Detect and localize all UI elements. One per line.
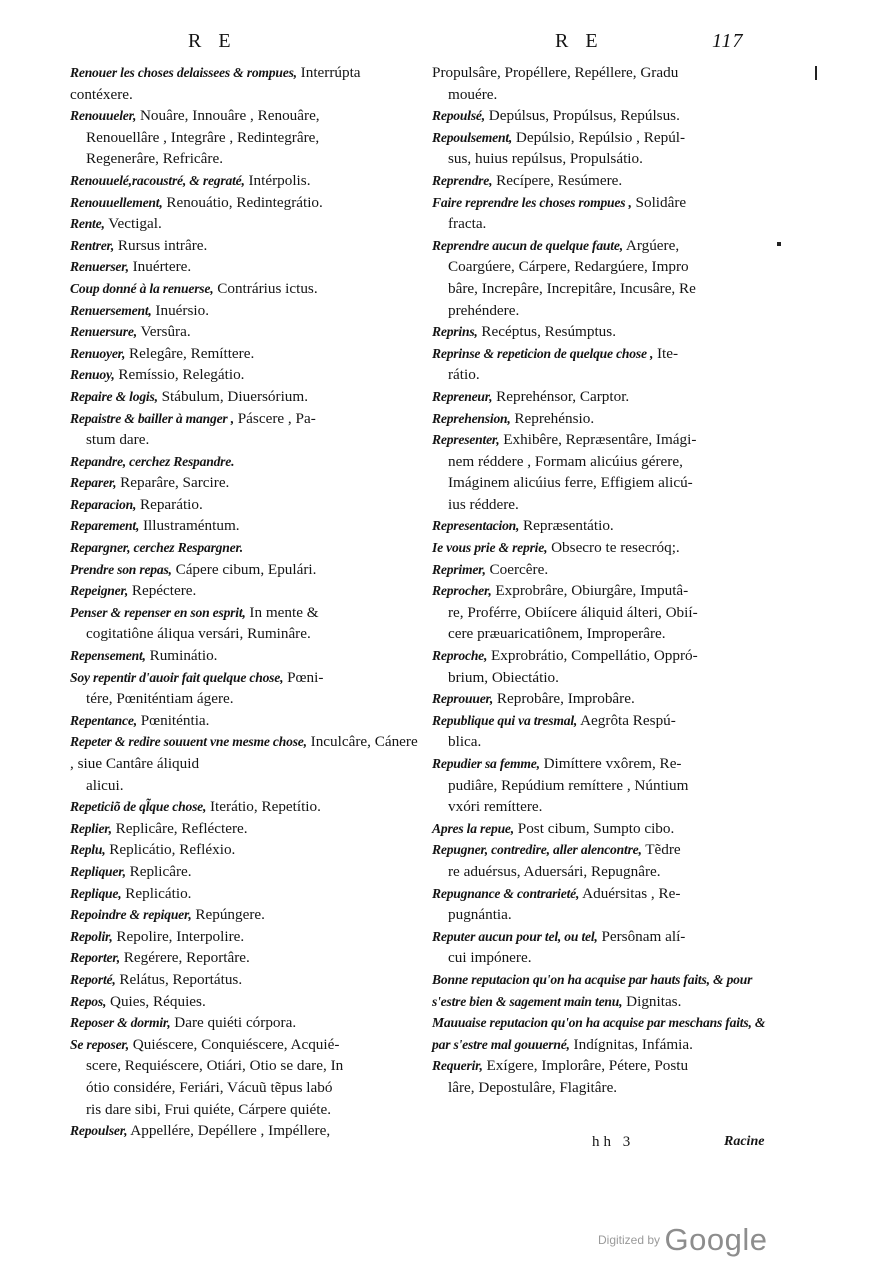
entry-gloss-line: Inuértere. [132, 258, 192, 276]
entry-gloss-line: tére, Pœniténtiam ágere. [86, 690, 234, 708]
watermark-prefix: Digitized by [598, 1233, 661, 1247]
entry-gloss-line: Reparâre, Sarcire. [120, 474, 230, 492]
dictionary-entry [432, 192, 777, 235]
entry-gloss-line: Coargúere, Cárpere, Redargúere, Impro [448, 258, 689, 276]
dictionary-entry [432, 537, 777, 559]
entry-headword: Repudier sa femme, [432, 756, 540, 771]
entry-gloss-line: Reparátio. [139, 495, 203, 513]
entry-headword: Reprocher, [432, 583, 492, 599]
entry-gloss-line: ius réddere. [448, 495, 519, 513]
entry-gloss-line: mouére. [448, 85, 498, 103]
entry-gloss-line: Pœniténtia. [140, 711, 210, 729]
entry-gloss-line: Repræsentátio. [523, 517, 614, 535]
dictionary-entry [70, 278, 425, 300]
catchword: Racine [724, 1134, 765, 1149]
entry-headword: Soy repentir d'auoir fait quelque chose, [70, 669, 284, 685]
dictionary-entry [70, 904, 425, 926]
entry-headword: Repliquer, [70, 863, 126, 879]
dictionary-entry [70, 796, 425, 818]
dictionary-entry [432, 645, 777, 688]
header-center-letters: R E [555, 30, 604, 52]
entry-gloss-line: Renouátio, Redintegrátio. [166, 193, 323, 211]
entry-gloss-line: Reprobâre, Improbâre. [496, 690, 635, 708]
entry-gloss-line: Contrárius ictus. [217, 279, 318, 297]
entry-gloss-line: scere, Requiéscere, Otiári, Otio se dare, In [86, 1057, 344, 1075]
entry-gloss-line: nem réddere , Formam alicúius gérere, [448, 452, 683, 470]
entry-headword: Repeticiõ de ql̃que chose, [70, 799, 207, 815]
entry-gloss-line: Aduérsitas , Re- [582, 884, 681, 902]
dictionary-entry [70, 472, 425, 494]
entry-headword: Renuersure, [70, 324, 137, 340]
entry-gloss-line: Pœni- [287, 668, 324, 686]
dictionary-entry [70, 926, 425, 948]
entry-gloss-line: bâre, Increpâre, Increpitâre, Incusâre, Re [448, 279, 696, 297]
entry-headword: Apres la repue, [432, 820, 514, 836]
entry-gloss-line: Ite- [657, 344, 679, 362]
entry-gloss-line: Replicátio. [125, 884, 192, 902]
entry-gloss-line: Relegâre, Remíttere. [129, 344, 255, 362]
entry-headword: Prendre son repas, [70, 561, 172, 577]
entry-gloss-line: Post cibum, Sumpto cibo. [517, 819, 675, 837]
entry-headword: Reprimer, [432, 561, 486, 577]
dictionary-entry [70, 537, 425, 559]
dictionary-entry [70, 1034, 425, 1120]
entry-headword: Reprehension, [432, 410, 511, 426]
dictionary-entry [432, 883, 777, 926]
dictionary-entry [432, 1055, 777, 1098]
entry-headword: Repolir, [70, 928, 113, 944]
entry-headword: Reparement, [70, 518, 140, 534]
entry-gloss-line: Depúlsio, Repúlsio , Repúl- [515, 128, 686, 146]
entry-gloss-line: pudiâre, Repúdium remíttere , Núntium [448, 776, 689, 794]
entry-headword: Repensement, [70, 648, 146, 664]
entry-gloss-line: Quies, Réquies. [109, 992, 206, 1010]
dictionary-entry [432, 127, 777, 170]
entry-headword: Repaistre & bailler à manger , [70, 410, 234, 426]
dictionary-entry [70, 818, 425, 840]
entry-gloss-line: Illustraméntum. [142, 517, 240, 535]
entry-gloss-line: Regérere, Reportâre. [123, 949, 250, 967]
entry-gloss-line: Stábulum, Diuersórium. [161, 387, 308, 405]
dictionary-entry [70, 1012, 425, 1034]
entry-headword: Rentrer, [70, 237, 115, 253]
entry-gloss-line: Reprehénsio. [514, 409, 595, 427]
entry-gloss-line: Reprehénsor, Carptor. [496, 387, 630, 405]
entry-headword: Renouer les choses delaissees & rompues, [70, 65, 297, 80]
right-column [432, 62, 777, 1099]
entry-gloss-line: alicui. [86, 776, 124, 794]
header-left-letters: R E [188, 30, 237, 52]
entry-headword: Reparer, [70, 475, 117, 491]
entry-gloss-line: lâre, Depostulâre, Flagitâre. [448, 1078, 618, 1096]
entry-headword: Repaire & logis, [70, 388, 158, 404]
entry-gloss-line: Intérpolis. [248, 171, 311, 189]
dictionary-entry [432, 688, 777, 710]
entry-headword: Reprendre, [432, 172, 493, 188]
entry-headword: Reprinse & repeticion de quelque chose , [432, 345, 654, 361]
entry-headword: Repugnance & contrarieté, [432, 885, 580, 901]
entry-headword: Se reposer, [70, 1036, 129, 1052]
entry-headword: Repargner, cerchez Respargner. [70, 540, 243, 556]
digitized-watermark [598, 1222, 767, 1258]
dictionary-entry [70, 710, 425, 732]
entry-headword: Reporté, [70, 971, 116, 987]
entry-headword: Bonne reputacion qu'on ha acquise par hauts faits, & pour s'estre bien & sagement main tenu, [432, 971, 753, 1009]
dictionary-entry [432, 515, 777, 537]
entry-gloss-line: Replicâre, Refléctere. [115, 819, 248, 837]
entry-gloss-line: Cápere cibum, Epulári. [175, 560, 317, 578]
dictionary-entry [70, 883, 425, 905]
entry-headword: Renouuellement, [70, 194, 163, 210]
entry-gloss-line: Ruminátio. [149, 647, 218, 665]
dictionary-entry [70, 1120, 425, 1142]
entry-headword: Repreneur, [432, 388, 493, 404]
dictionary-entry [432, 386, 777, 408]
entry-headword: Repandre, cerchez Respandre. [70, 453, 235, 469]
entry-headword: Repoindre & repiquer, [70, 907, 192, 923]
entry-gloss-line: brium, Obiectátio. [448, 668, 559, 686]
dictionary-entry [432, 580, 777, 645]
dictionary-entry [70, 991, 425, 1013]
entry-gloss-line: In mente & [249, 603, 319, 621]
dictionary-entry [70, 494, 425, 516]
entry-gloss-line: Iterátio, Repetítio. [210, 798, 321, 816]
dictionary-entry [432, 839, 777, 882]
entry-gloss-line: Interrúpta contéxere. [70, 64, 361, 103]
entry-headword: Repos, [70, 993, 107, 1009]
dictionary-entry [70, 235, 425, 257]
dictionary-entry [70, 969, 425, 991]
margin-mark [815, 66, 817, 80]
dictionary-entry [70, 947, 425, 969]
dictionary-entry [70, 192, 425, 214]
entry-gloss-line: Exhibêre, Repræsentâre, Imági- [503, 431, 697, 449]
entry-gloss-line: Inculcâre, Cánere , siue Cantâre áliquid [70, 733, 418, 772]
entry-headword: Repoulsé, [432, 108, 485, 124]
dictionary-entry [70, 602, 425, 645]
dictionary-entry [70, 364, 425, 386]
dictionary-entry [432, 429, 777, 515]
entry-headword: Repentance, [70, 712, 137, 728]
entry-headword: Representacion, [432, 518, 520, 534]
entry-gloss-line: Tẽdre [645, 841, 681, 859]
entry-gloss-line: Inuérsio. [155, 301, 209, 319]
entry-gloss-line: vxóri remíttere. [448, 798, 543, 816]
entry-gloss-line: Exígere, Implorâre, Pétere, Postu [486, 1057, 689, 1075]
entry-gloss-line: Nouâre, Innouâre , Renouâre, [139, 107, 320, 125]
dictionary-entry [432, 170, 777, 192]
dictionary-entry [70, 408, 425, 451]
entry-gloss-line: prehéndere. [448, 301, 520, 319]
entry-gloss-line: Exprobrâre, Obiurgâre, Imputâ- [495, 582, 689, 600]
dictionary-entry [432, 343, 777, 386]
entry-gloss-line: blica. [448, 733, 482, 751]
entry-headword: Replier, [70, 820, 112, 836]
dictionary-entry [432, 321, 777, 343]
entry-headword: Faire reprendre les choses rompues , [432, 194, 632, 210]
dictionary-entry [70, 645, 425, 667]
entry-headword: Renouueler, [70, 108, 137, 124]
entry-gloss-line: ris dare sibi, Frui quiéte, Cárpere quiéte. [86, 1100, 332, 1118]
dictionary-entry [432, 559, 777, 581]
entry-gloss-line: Persônam alí- [601, 927, 686, 945]
entry-gloss-line: Indígnitas, Infámia. [573, 1035, 693, 1053]
entry-gloss-line: Dignitas. [626, 992, 682, 1010]
dictionary-entry [70, 731, 425, 796]
entry-headword: Reprouuer, [432, 691, 494, 707]
entry-gloss-line: Versûra. [140, 323, 191, 341]
entry-gloss-line: Quiéscere, Conquiéscere, Acquié- [132, 1035, 340, 1053]
running-header [0, 30, 889, 60]
entry-headword: Reprendre aucun de quelque faute, [432, 237, 623, 253]
entry-headword: Republique qui va tresmal, [432, 712, 578, 728]
dictionary-entry [70, 321, 425, 343]
entry-gloss-line: Appellére, Depéllere , Impéllere, [130, 1122, 331, 1140]
entry-headword: Reparacion, [70, 496, 137, 512]
dictionary-entry [70, 667, 425, 710]
entry-headword: Renuoy, [70, 367, 115, 383]
entry-headword: Repoulser, [70, 1123, 128, 1139]
entry-gloss-line: Renouellâre , Integrâre , Redintegrâre, [86, 128, 320, 146]
entry-headword: Mauuaise reputacion qu'on ha acquise par meschans faits, & par s'estre mal gouuerné, [432, 1015, 766, 1052]
dictionary-entry [70, 105, 425, 170]
entry-gloss-line: Dare quiéti córpora. [174, 1014, 297, 1032]
entry-gloss-line: Argúere, [625, 236, 680, 254]
entry-headword: Renouuelé,racoustré, & regraté, [70, 172, 245, 188]
entry-gloss-line: Páscere , Pa- [237, 409, 316, 427]
entry-gloss-line: Depúlsus, Propúlsus, Repúlsus. [488, 107, 680, 125]
dictionary-entry [70, 256, 425, 278]
dictionary-entry [70, 170, 425, 192]
entry-gloss-line: stum dare. [86, 431, 150, 449]
entry-headword: Penser & repenser en son esprit, [70, 604, 246, 620]
entry-headword: Requerir, [432, 1058, 483, 1074]
entry-headword: Coup donné à la renuerse, [70, 280, 214, 296]
entry-headword: Repeter & redire souuent vne mesme chose, [70, 734, 307, 750]
signature-mark: hh 3 [592, 1134, 635, 1150]
dictionary-entry [70, 213, 425, 235]
dictionary-entry [70, 451, 425, 473]
entry-headword: Renuoyer, [70, 345, 126, 361]
entry-gloss-line: Exprobrátio, Compellátio, Oppró- [491, 647, 698, 665]
entry-gloss-line: ótio considére, Feriári, Vácuũ tẽpus labó [86, 1078, 333, 1096]
entry-headword: Ie vous prie & reprie, [432, 540, 548, 556]
entry-gloss-line: Regenerâre, Refricâre. [86, 150, 224, 168]
entry-headword: Reporter, [70, 950, 120, 966]
margin-dot [777, 242, 781, 246]
entry-gloss-line: Repúngere. [195, 906, 265, 924]
dictionary-entry [70, 343, 425, 365]
entry-headword: Reproche, [432, 648, 488, 664]
entry-gloss-line: Recéptus, Resúmptus. [481, 323, 616, 341]
entry-headword: Repoulsement, [432, 129, 513, 145]
entry-headword: Repugner, contredire, aller alencontre, [432, 842, 642, 858]
entry-gloss-line: Obsecro te resecróq;. [551, 539, 680, 557]
dictionary-entry [432, 969, 777, 1012]
page-number: 117 [712, 30, 744, 52]
dictionary-entry [70, 580, 425, 602]
entry-gloss-line: Recípere, Resúmere. [496, 171, 623, 189]
entry-gloss-line: re, Proférre, Obiícere áliquid álteri, Obií- [448, 603, 698, 621]
dictionary-entry [70, 861, 425, 883]
dictionary-entry [432, 753, 777, 818]
dictionary-entry [432, 62, 777, 105]
dictionary-entry [70, 515, 425, 537]
entry-headword: Reprins, [432, 324, 478, 340]
watermark-brand: Google [664, 1222, 768, 1257]
entry-gloss-line: Replicâre. [129, 862, 192, 880]
entry-headword: Renuerser, [70, 259, 129, 275]
dictionary-entry [432, 926, 777, 969]
entry-gloss-line: Dimíttere vxôrem, Re- [543, 755, 682, 772]
dictionary-entry [432, 1012, 777, 1055]
entry-headword: Representer, [432, 432, 500, 448]
dictionary-entry [70, 300, 425, 322]
entry-headword: Renuersement, [70, 302, 152, 318]
entry-gloss-line: sus, huius repúlsus, Propulsátio. [448, 150, 643, 168]
entry-headword: Repeigner, [70, 583, 129, 599]
entry-gloss-line: Repéctere. [131, 582, 197, 600]
entry-gloss-line: cere præuaricatiônem, Improperâre. [448, 625, 666, 643]
dictionary-entry [70, 559, 425, 581]
entry-headword: Replu, [70, 842, 106, 858]
entry-gloss-line: Replicátio, Refléxio. [109, 841, 236, 859]
entry-gloss-line: fracta. [448, 215, 487, 233]
entry-gloss-line: rátio. [448, 366, 480, 384]
entry-gloss-line: cogitatiône áliqua versári, Ruminâre. [86, 625, 311, 643]
entry-gloss-line: re aduérsus, Aduersári, Repugnâre. [448, 862, 661, 880]
entry-headword: Reposer & dormir, [70, 1015, 171, 1031]
entry-gloss-line: Solidâre [635, 193, 687, 211]
left-column [70, 62, 425, 1142]
dictionary-entry [70, 62, 425, 105]
entry-headword: Replique, [70, 885, 122, 901]
dictionary-entry [70, 386, 425, 408]
entry-gloss-line: Repolire, Interpolire. [116, 927, 245, 945]
entry-gloss-line: Imáginem alicúius ferre, Effigiem alicú- [448, 474, 693, 492]
entry-gloss-line: Relátus, Reportátus. [119, 970, 243, 988]
entry-gloss-line: Rursus intrâre. [117, 236, 208, 254]
dictionary-entry [432, 710, 777, 753]
entry-gloss-line: pugnántia. [448, 906, 512, 924]
entry-gloss-line: Remíssio, Relegátio. [118, 366, 245, 384]
entry-headword: Reputer aucun pour tel, ou tel, [432, 928, 598, 944]
entry-gloss-line: Vectigal. [108, 215, 162, 233]
dictionary-entry [432, 105, 777, 127]
entry-gloss-line: cui impónere. [448, 949, 532, 967]
dictionary-entry [432, 408, 777, 430]
entry-headword: Rente, [70, 216, 105, 232]
entry-gloss-line: Coercêre. [489, 560, 549, 578]
dictionary-entry [432, 818, 777, 840]
dictionary-entry [70, 839, 425, 861]
entry-gloss-line: Aegrôta Respú- [580, 711, 676, 729]
dictionary-entry [432, 235, 777, 321]
entry-gloss-line: Propulsâre, Propéllere, Repéllere, Gradu [432, 64, 679, 81]
